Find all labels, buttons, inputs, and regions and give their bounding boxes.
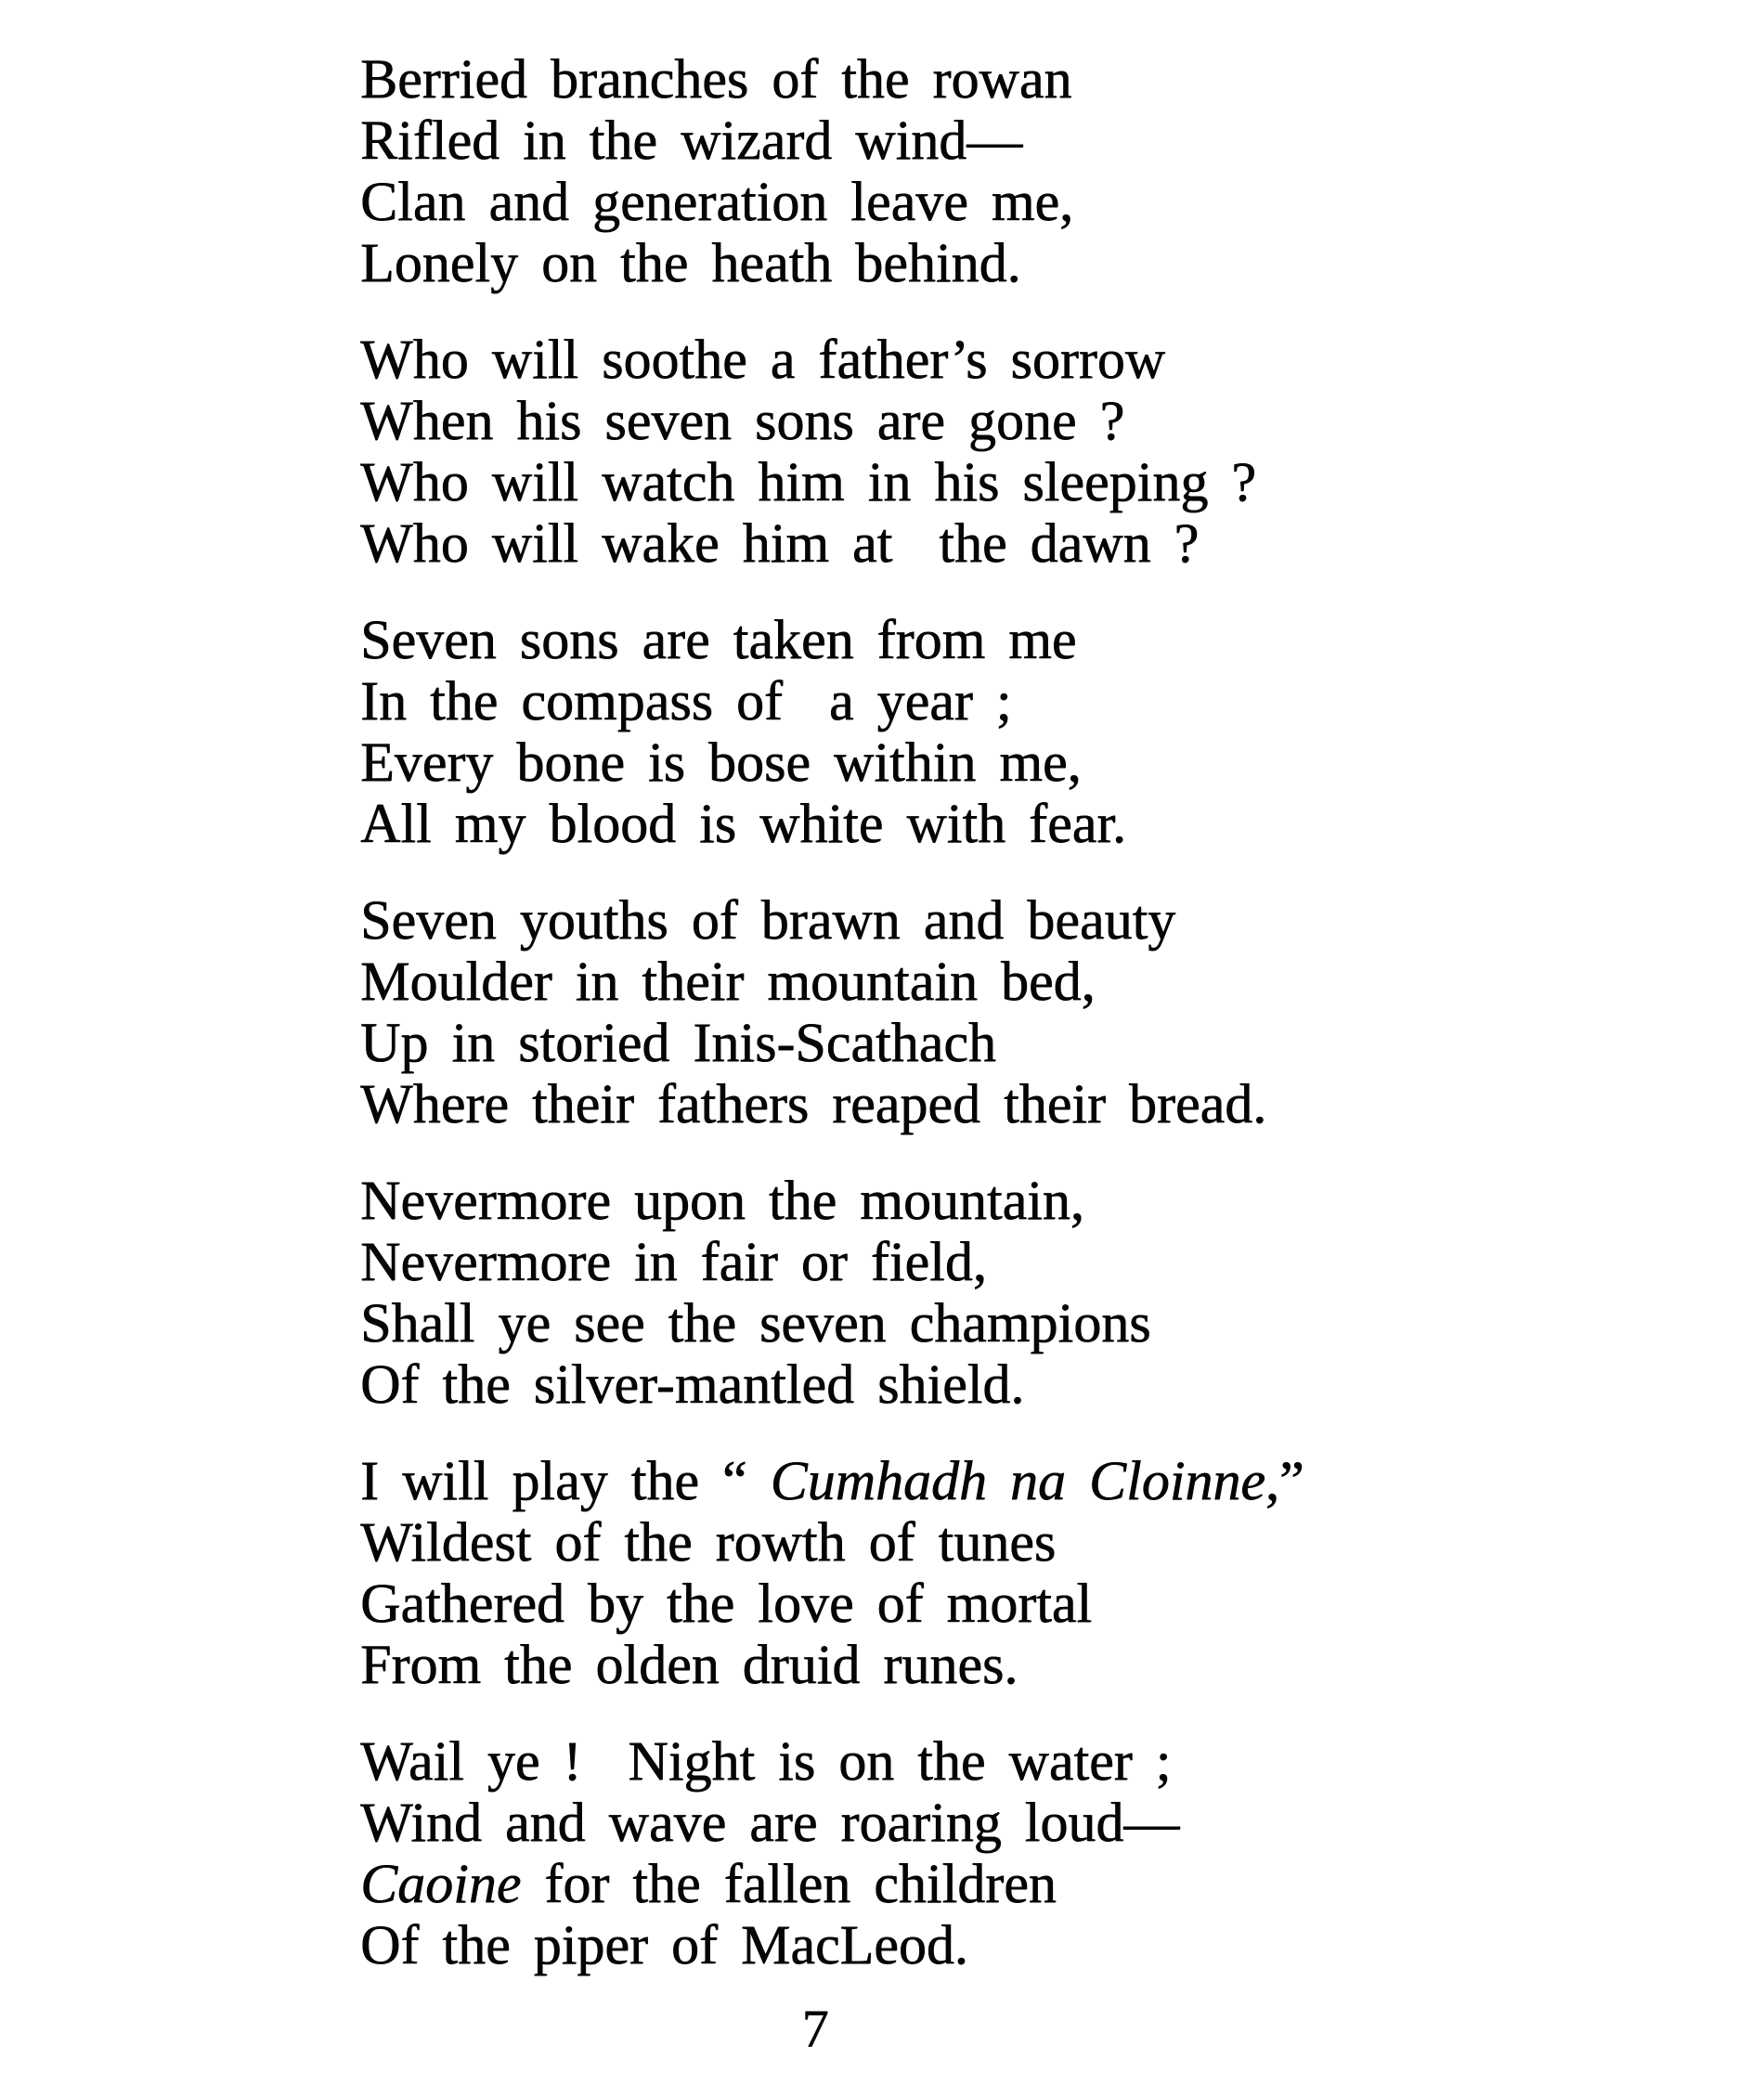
stanza-4 [360, 889, 1764, 1134]
poem-line [360, 1853, 1764, 1914]
poem-line: Lonely on the heath behind. [360, 232, 1021, 293]
stanza-1 [360, 48, 1764, 293]
poem-line: When his seven sons are gone ? [360, 390, 1125, 451]
poem-line: Every bone is bose within me, [360, 732, 1082, 793]
poem-line [360, 1450, 1764, 1511]
poem-line: Where their fathers reaped their bread. [360, 1073, 1267, 1134]
poem-line: Who will soothe a father’s sorrow [360, 329, 1166, 390]
poem-line: Nevermore upon the mountain, [360, 1170, 1084, 1231]
line-text: ,” [1265, 1450, 1304, 1511]
line-text: for the fallen children [521, 1853, 1057, 1914]
poem-line: Of the piper of MacLeod. [360, 1914, 968, 1975]
stanza-6 [360, 1450, 1764, 1695]
poem-line: From the olden druid runes. [360, 1634, 1018, 1695]
poem-line: All my blood is white with fear. [360, 793, 1126, 854]
line-text: I will play the “ [360, 1450, 771, 1511]
poem-line: Of the silver-mantled shield. [360, 1353, 1025, 1415]
stanza-2 [360, 329, 1764, 574]
poem-line: Wind and wave are roaring loud— [360, 1792, 1180, 1853]
poem-line: Moulder in their mountain bed, [360, 951, 1096, 1012]
poem-line: Wildest of the rowth of tunes [360, 1511, 1057, 1573]
stanza-5 [360, 1170, 1764, 1415]
poem-line: Up in storied Inis-Scathach [360, 1012, 996, 1073]
stanza-7 [360, 1730, 1764, 1975]
stanza-3 [360, 609, 1764, 854]
poem-line: Gathered by the love of mortal [360, 1573, 1093, 1634]
poem-line: Who will wake him at the dawn ? [360, 512, 1200, 574]
poem-line: Seven youths of brawn and beauty [360, 889, 1176, 951]
poem-line: Nevermore in fair or field, [360, 1231, 987, 1292]
poem-line: In the compass of a year ; [360, 670, 1012, 732]
poem-line: Shall ye see the seven champions [360, 1292, 1151, 1353]
poem-line: Wail ye ! Night is on the water ; [360, 1730, 1172, 1792]
page-number: 7 [801, 1999, 829, 2059]
poem-line: Seven sons are taken from me [360, 609, 1077, 670]
poem-line: Clan and generation leave me, [360, 171, 1074, 232]
poem-line: Who will watch him in his sleeping ? [360, 451, 1256, 512]
italic-caoine-word: Caoine [360, 1853, 522, 1914]
italic-tune-title: Cumhadh na Cloinne [770, 1450, 1265, 1511]
poem-line: Rifled in the wizard wind— [360, 110, 1023, 171]
poem-line: Berried branches of the rowan [360, 48, 1072, 110]
